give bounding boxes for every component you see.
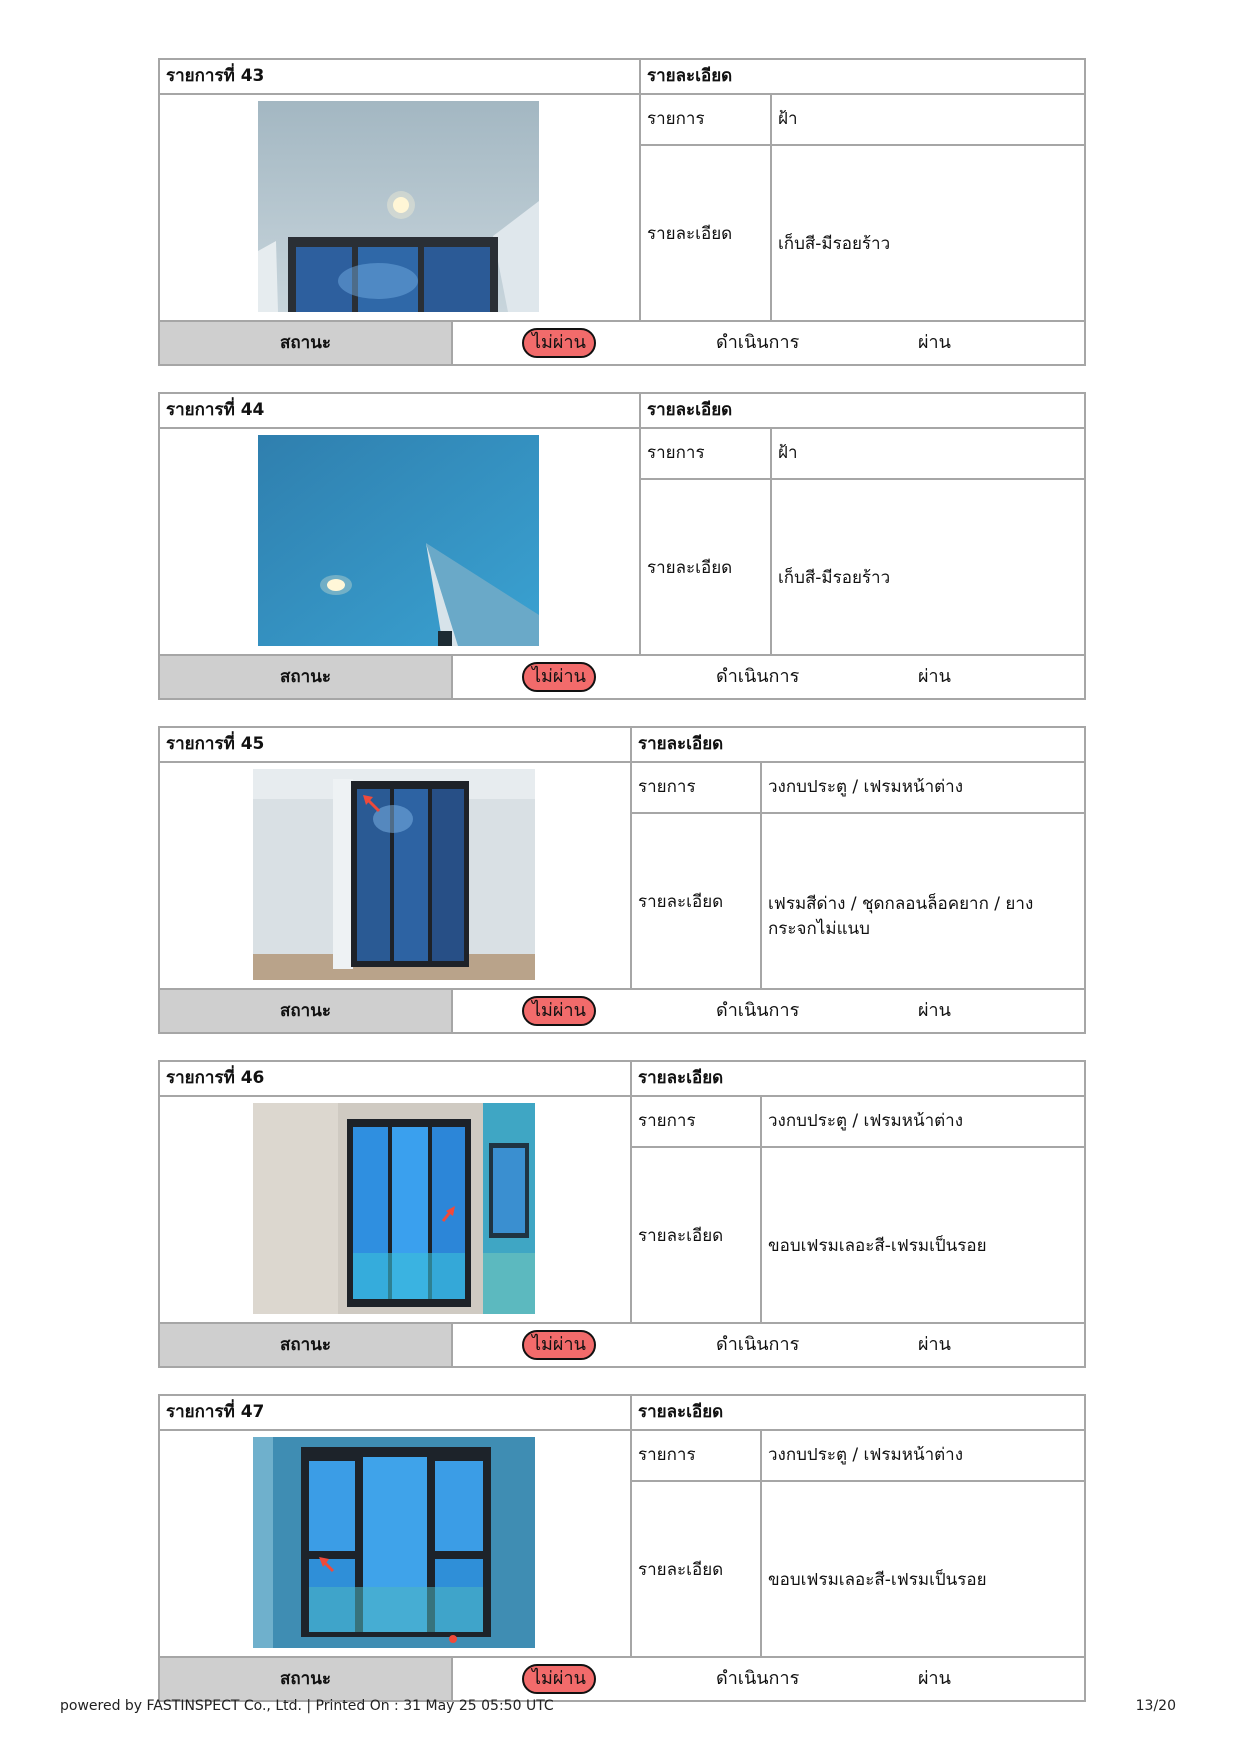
status-label: สถานะ bbox=[160, 322, 453, 364]
inspection-photo[interactable] bbox=[258, 101, 539, 312]
inspection-photo[interactable] bbox=[253, 1103, 535, 1314]
photo-cell bbox=[160, 429, 641, 656]
item-label: รายการ bbox=[632, 1431, 762, 1480]
inspection-card bbox=[158, 726, 1086, 1034]
detail-value: เก็บสี-มีรอยร้าว bbox=[778, 568, 891, 588]
item-title: รายการที่ 43 bbox=[160, 60, 641, 95]
status-option-in-progress[interactable]: ดำเนินการ bbox=[716, 666, 800, 687]
detail-header: รายละเอียด bbox=[641, 60, 1084, 95]
detail-header: รายละเอียด bbox=[632, 1062, 1084, 1097]
photo-cell bbox=[160, 763, 632, 990]
status-bar bbox=[160, 654, 1084, 698]
status-option-fail[interactable]: ไม่ผ่าน bbox=[522, 328, 596, 358]
status-option-in-progress[interactable]: ดำเนินการ bbox=[716, 1000, 800, 1021]
status-option-fail[interactable]: ไม่ผ่าน bbox=[522, 996, 596, 1026]
detail-label: รายละเอียด bbox=[632, 814, 762, 990]
status-label: สถานะ bbox=[160, 990, 453, 1032]
inspection-photo[interactable] bbox=[258, 435, 539, 646]
detail-value: เก็บสี-มีรอยร้าว bbox=[778, 234, 891, 254]
item-value: วงกบประตู / เฟรมหน้าต่าง bbox=[768, 777, 964, 797]
detail-value: ขอบเฟรมเลอะสี-เฟรมเป็นรอย bbox=[768, 1236, 987, 1256]
item-title: รายการที่ 46 bbox=[160, 1062, 632, 1097]
item-title: รายการที่ 44 bbox=[160, 394, 641, 429]
item-label: รายการ bbox=[632, 1097, 762, 1146]
status-label: สถานะ bbox=[160, 1324, 453, 1366]
status-option-pass[interactable]: ผ่าน bbox=[918, 1668, 951, 1689]
detail-label: รายละเอียด bbox=[632, 1482, 762, 1658]
status-label: สถานะ bbox=[160, 656, 453, 698]
status-option-pass[interactable]: ผ่าน bbox=[918, 1000, 951, 1021]
inspection-card bbox=[158, 1060, 1086, 1368]
inspection-card bbox=[158, 1394, 1086, 1702]
status-bar bbox=[160, 1656, 1084, 1700]
item-value: ฝ้า bbox=[778, 109, 798, 129]
photo-cell bbox=[160, 1097, 632, 1324]
detail-label: รายละเอียด bbox=[641, 146, 772, 322]
status-option-pass[interactable]: ผ่าน bbox=[918, 332, 951, 353]
item-value: ฝ้า bbox=[778, 443, 798, 463]
status-option-in-progress[interactable]: ดำเนินการ bbox=[716, 1668, 800, 1689]
status-option-fail[interactable]: ไม่ผ่าน bbox=[522, 662, 596, 692]
detail-value: เฟรมสีด่าง / ชุดกลอนล็อคยาก / ยางกระจกไม่แนบ bbox=[768, 894, 1034, 939]
status-label: สถานะ bbox=[160, 1658, 453, 1700]
photo-cell bbox=[160, 95, 641, 322]
status-bar bbox=[160, 1322, 1084, 1366]
status-option-fail[interactable]: ไม่ผ่าน bbox=[522, 1330, 596, 1360]
status-option-pass[interactable]: ผ่าน bbox=[918, 1334, 951, 1355]
status-bar bbox=[160, 320, 1084, 364]
detail-header: รายละเอียด bbox=[632, 1396, 1084, 1431]
detail-header: รายละเอียด bbox=[641, 394, 1084, 429]
detail-label: รายละเอียด bbox=[641, 480, 772, 656]
item-title: รายการที่ 47 bbox=[160, 1396, 632, 1431]
item-label: รายการ bbox=[641, 429, 772, 478]
status-option-fail[interactable]: ไม่ผ่าน bbox=[522, 1664, 596, 1694]
footer-printed-info: powered by FASTINSPECT Co., Ltd. | Printed On : 31 May 25 05:50 UTC bbox=[60, 1698, 554, 1714]
status-option-in-progress[interactable]: ดำเนินการ bbox=[716, 332, 800, 353]
detail-label: รายละเอียด bbox=[632, 1148, 762, 1324]
page-number: 13/20 bbox=[1135, 1698, 1176, 1714]
inspection-card bbox=[158, 58, 1086, 366]
detail-value: ขอบเฟรมเลอะสี-เฟรมเป็นรอย bbox=[768, 1570, 987, 1590]
status-option-pass[interactable]: ผ่าน bbox=[918, 666, 951, 687]
status-bar bbox=[160, 988, 1084, 1032]
item-value: วงกบประตู / เฟรมหน้าต่าง bbox=[768, 1445, 964, 1465]
inspection-photo[interactable] bbox=[253, 1437, 535, 1648]
detail-header: รายละเอียด bbox=[632, 728, 1084, 763]
item-title: รายการที่ 45 bbox=[160, 728, 632, 763]
item-value: วงกบประตู / เฟรมหน้าต่าง bbox=[768, 1111, 964, 1131]
photo-cell bbox=[160, 1431, 632, 1658]
inspection-photo[interactable] bbox=[253, 769, 535, 980]
inspection-card bbox=[158, 392, 1086, 700]
item-label: รายการ bbox=[641, 95, 772, 144]
item-label: รายการ bbox=[632, 763, 762, 812]
status-option-in-progress[interactable]: ดำเนินการ bbox=[716, 1334, 800, 1355]
